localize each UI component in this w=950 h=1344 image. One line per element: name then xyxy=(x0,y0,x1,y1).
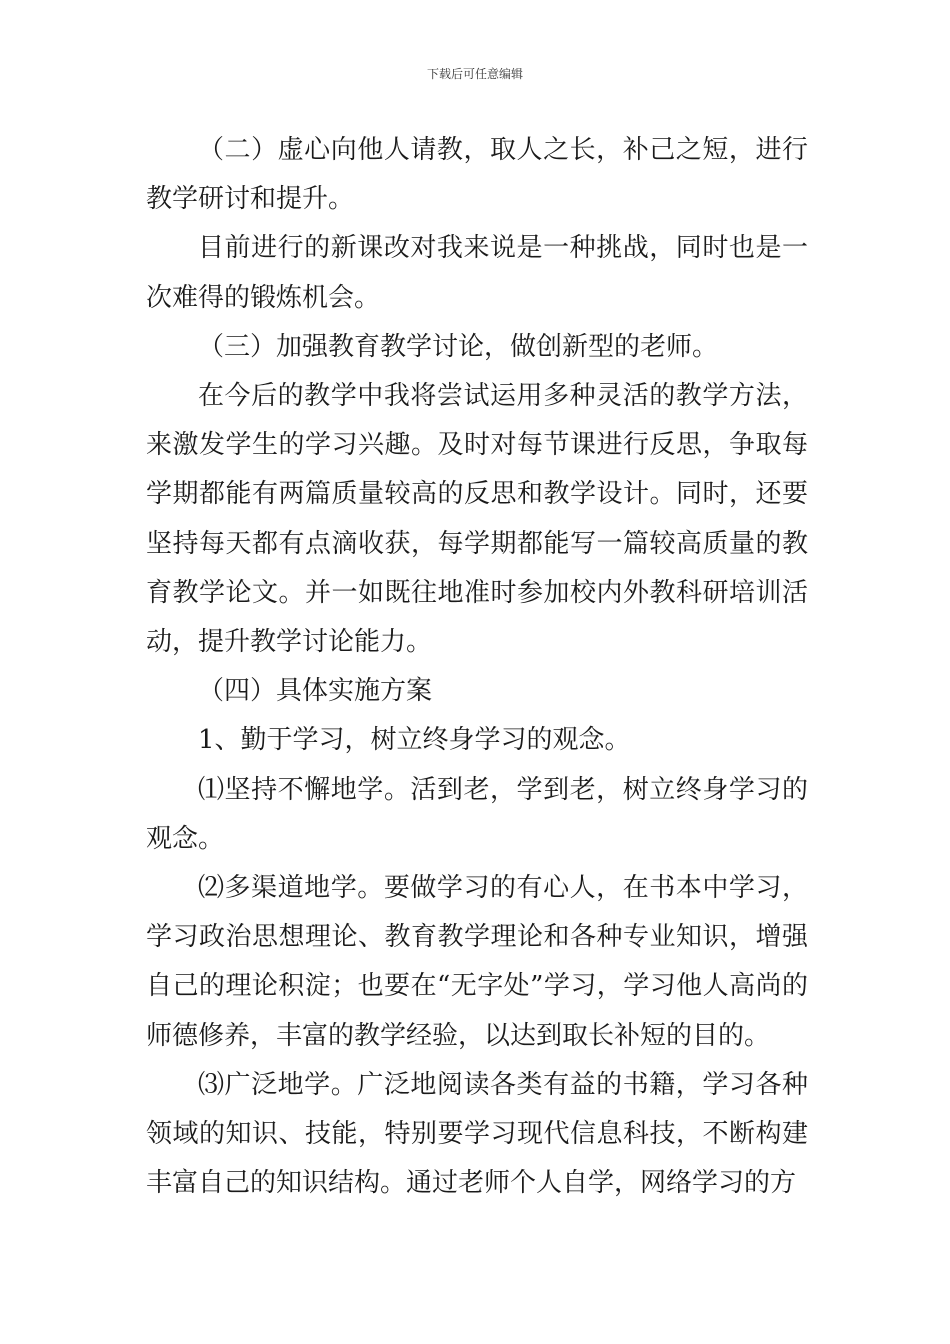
document-body xyxy=(146,126,808,1208)
paragraph: （四）具体实施方案 xyxy=(198,676,433,707)
paragraph: ⑴坚持不懈地学。活到老，学到老，树立终身学习的观念。 xyxy=(146,774,808,854)
paragraph: 目前进行的新课改对我来说是一种挑战，同时也是一次难得的锻炼机会。 xyxy=(146,233,808,313)
paragraph: （二）虚心向他人请教，取人之长，补己之短，进行教学研讨和提升。 xyxy=(146,135,808,215)
paragraph: 1、勤于学习，树立终身学习的观念。 xyxy=(198,725,631,756)
paragraph: （三）加强教育教学讨论，做创新型的老师。 xyxy=(198,331,719,362)
paragraph: ⑶广泛地学。广泛地阅读各类有益的书籍，学习各种领域的知识、技能，特别要学习现代信息科技，不断构建丰富自己的知识结构。通过老师个人自学，网络学习的方 xyxy=(146,1069,808,1199)
page-header: 下载后可任意编辑 xyxy=(426,67,523,81)
paragraph: ⑵多渠道地学。要做学习的有心人，在书本中学习，学习政治思想理论、教育教学理论和各种专业知识，增强自己的理论积淀；也要在“无字处”学习，学习他人高尚的师德修养，丰富的教学经验，以达到取长补短的目的。 xyxy=(146,873,808,1051)
paragraph: 在今后的教学中我将尝试运用多种灵活的教学方法，来激发学生的学习兴趣。及时对每节课进行反思，争取每学期都能有两篇质量较高的反思和教学设计。同时，还要坚持每天都有点滴收获，每学期都能写一篇较高质量的教育教学论文。并一如既往地准时参加校内外教科研培训活动，提升教学讨论能力。 xyxy=(146,381,808,658)
